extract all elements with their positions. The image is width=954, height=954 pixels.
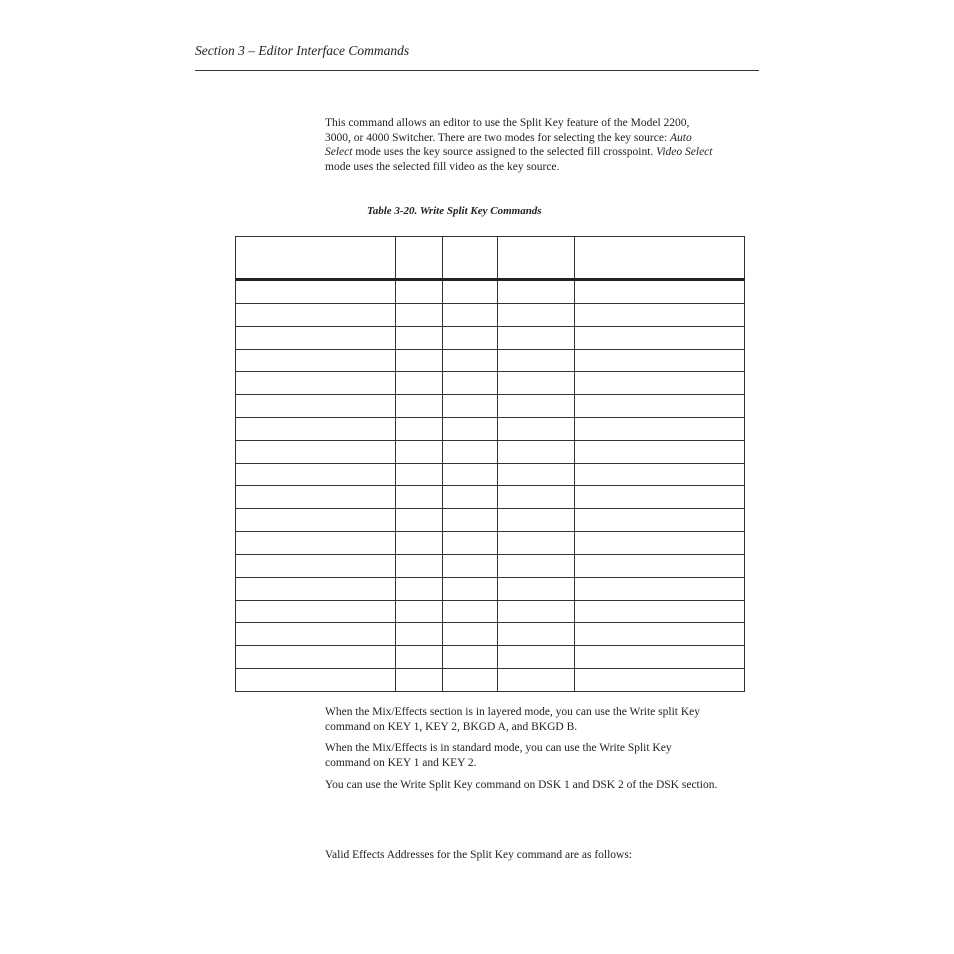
table-cell [575, 646, 745, 669]
standard-mode-paragraph [325, 741, 765, 770]
table-cell [575, 509, 745, 532]
table-cell [396, 554, 443, 577]
table-cell [236, 372, 396, 395]
table-row [236, 669, 745, 692]
table-cell [443, 303, 498, 326]
table-row [236, 509, 745, 532]
intro-line-4: mode uses the selected fill video as the key source. [325, 160, 560, 173]
table-cell [575, 440, 745, 463]
table-cell [575, 463, 745, 486]
table-cell [575, 486, 745, 509]
standard-mode-line-2: command on KEY 1 and KEY 2. [325, 756, 477, 769]
table-cell [236, 646, 396, 669]
table-cell [396, 463, 443, 486]
table-cell [236, 440, 396, 463]
table-cell [443, 326, 498, 349]
intro-line-3 [325, 145, 760, 160]
table-cell [443, 554, 498, 577]
intro-line-1: This command allows an editor to use the Split Key feature of the Model 2200, [325, 117, 690, 129]
table-cell [236, 417, 396, 440]
table-cell [396, 349, 443, 372]
table-cell [236, 623, 396, 646]
intro-line-2 [325, 131, 760, 146]
intro-auto-italic: Auto [670, 131, 692, 144]
table-cell [396, 417, 443, 440]
table-cell [443, 600, 498, 623]
table-cell [575, 532, 745, 555]
layered-mode-line-2: command on KEY 1, KEY 2, BKGD A, and BKGD B. [325, 720, 578, 733]
table-cell [396, 600, 443, 623]
table-cell [236, 554, 396, 577]
table-cell [396, 326, 443, 349]
table-cell [396, 623, 443, 646]
table-cell [443, 509, 498, 532]
table-cell [443, 349, 498, 372]
table-row [236, 623, 745, 646]
intro-paragraph [325, 116, 760, 174]
table-cell [498, 440, 575, 463]
table-cell [396, 395, 443, 418]
table-cell [498, 669, 575, 692]
table-cell [498, 463, 575, 486]
table-cell [443, 577, 498, 600]
table-cell [498, 600, 575, 623]
table-cell [575, 417, 745, 440]
table-cell [498, 326, 575, 349]
table-cell [575, 623, 745, 646]
intro-select-italic: Select [325, 146, 353, 159]
table-cell [443, 417, 498, 440]
table-row [236, 554, 745, 577]
layered-mode-paragraph [325, 705, 765, 734]
layered-mode-line-1: When the Mix/Effects section is in layered mode, you can use the Write split Key [325, 706, 700, 718]
table-cell [396, 509, 443, 532]
table-row [236, 440, 745, 463]
header-cell-3 [443, 237, 498, 280]
page-header-title: Section 3 – Editor Interface Commands [195, 43, 410, 58]
table-cell [498, 486, 575, 509]
effects-addresses-line: Valid Effects Addresses for the Split Key command are as follows: [325, 849, 633, 861]
table-cell [498, 554, 575, 577]
table-cell [396, 440, 443, 463]
table-row [236, 577, 745, 600]
table-cell [575, 372, 745, 395]
table-cell [443, 486, 498, 509]
table-cell [575, 669, 745, 692]
table-cell [575, 349, 745, 372]
table-cell [575, 326, 745, 349]
table-cell [236, 577, 396, 600]
table-cell [236, 463, 396, 486]
dsk-paragraph [325, 778, 765, 793]
table-body [236, 280, 745, 692]
table-cell [443, 372, 498, 395]
table-row [236, 326, 745, 349]
table-cell [236, 509, 396, 532]
table-cell [396, 486, 443, 509]
intro-line-3-text: mode uses the key source assigned to the selected fill crosspoint. [352, 146, 657, 159]
table-cell [498, 280, 575, 304]
table-cell [236, 280, 396, 304]
table-cell [443, 623, 498, 646]
table-cell [396, 577, 443, 600]
table-cell [498, 623, 575, 646]
table-cell [236, 600, 396, 623]
header-rule [195, 70, 759, 71]
table-cell [236, 303, 396, 326]
effects-addresses-paragraph [325, 848, 765, 863]
table-cell [498, 417, 575, 440]
table-cell [396, 280, 443, 304]
table-cell [443, 646, 498, 669]
table-row [236, 395, 745, 418]
table-cell [396, 303, 443, 326]
header-cell-4 [498, 237, 575, 280]
table-cell [443, 280, 498, 304]
standard-mode-line-1: When the Mix/Effects is in standard mode, you can use the Write Split Key [325, 742, 672, 754]
table-row [236, 417, 745, 440]
table-cell [575, 554, 745, 577]
table-cell [396, 372, 443, 395]
table-cell [443, 532, 498, 555]
intro-line-2-text: 3000, or 4000 Switcher. There are two modes for selecting the key source: [325, 131, 671, 144]
table-row [236, 303, 745, 326]
split-key-commands-table [235, 236, 745, 692]
header-cell-1 [236, 237, 396, 280]
header-cell-2 [396, 237, 443, 280]
table-cell [575, 303, 745, 326]
table-cell [443, 395, 498, 418]
table-cell [236, 349, 396, 372]
table-cell [498, 303, 575, 326]
table-row [236, 532, 745, 555]
table-cell [498, 532, 575, 555]
table-cell [498, 349, 575, 372]
table-row [236, 280, 745, 304]
table-row [236, 349, 745, 372]
table-cell [396, 646, 443, 669]
table-cell [443, 669, 498, 692]
table-cell [236, 326, 396, 349]
table-cell [396, 669, 443, 692]
header-cell-5 [575, 237, 745, 280]
table-cell [498, 646, 575, 669]
table-cell [498, 395, 575, 418]
table-row [236, 646, 745, 669]
table-cell [575, 600, 745, 623]
table-cell [443, 463, 498, 486]
table-cell [575, 577, 745, 600]
table-cell [498, 577, 575, 600]
table-caption: Table 3-20. Write Split Key Commands [367, 205, 542, 217]
table-row [236, 372, 745, 395]
table-cell [236, 395, 396, 418]
table-cell [575, 395, 745, 418]
table-cell [236, 532, 396, 555]
table-cell [498, 509, 575, 532]
dsk-line: You can use the Write Split Key command on DSK 1 and DSK 2 of the DSK section. [325, 779, 718, 791]
table-cell [575, 280, 745, 304]
table-row [236, 463, 745, 486]
intro-video-select-italic: Video Select [656, 146, 713, 159]
table-row [236, 600, 745, 623]
table-cell [236, 486, 396, 509]
table-header-row [236, 237, 745, 280]
table-cell [443, 440, 498, 463]
table-cell [236, 669, 396, 692]
table-cell [498, 372, 575, 395]
table-cell [396, 532, 443, 555]
table-row [236, 486, 745, 509]
